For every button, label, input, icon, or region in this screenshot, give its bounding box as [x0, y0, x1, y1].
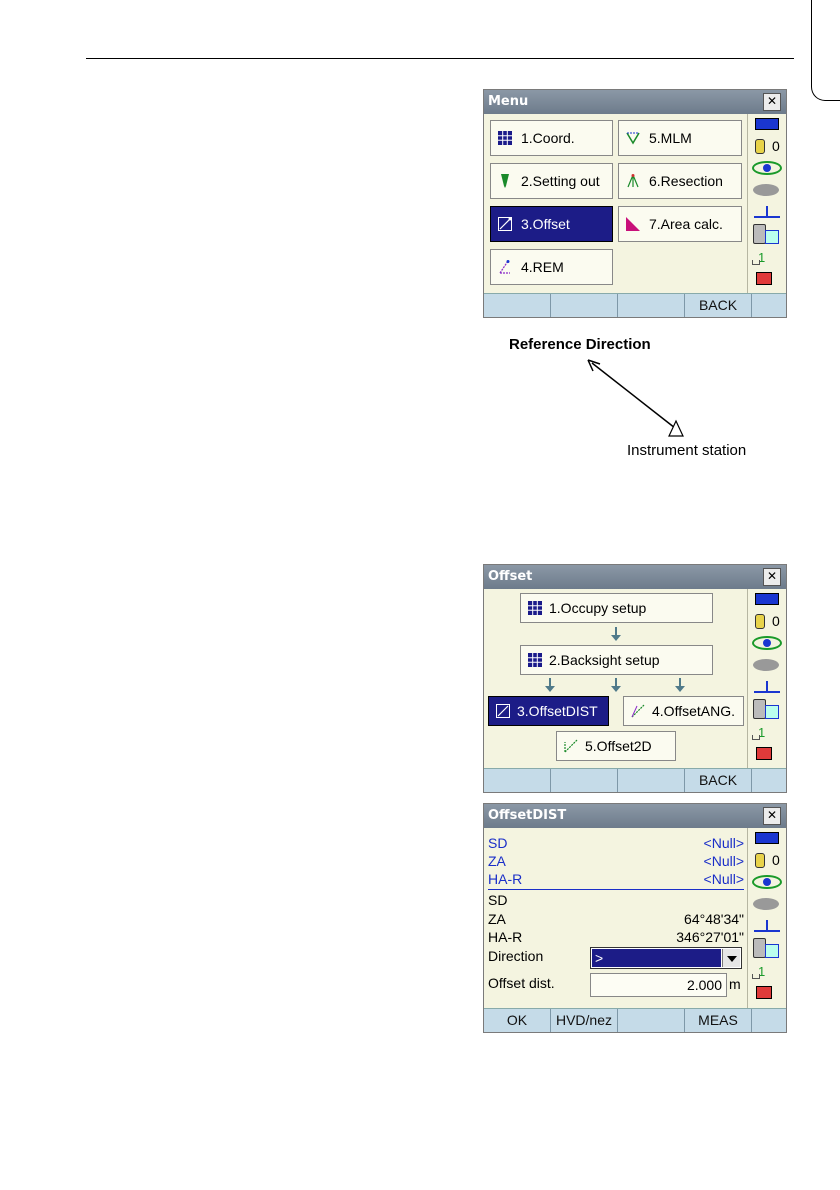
back-button[interactable]: BACK — [685, 769, 752, 792]
station-triangle — [669, 421, 683, 436]
bluetooth-number: 1 — [758, 725, 766, 740]
offsetdist-title: OffsetDIST — [488, 808, 567, 823]
mlm-icon — [626, 131, 640, 145]
menu-softkeys — [484, 293, 786, 317]
direction-diagram — [580, 355, 690, 440]
offset2d-button[interactable]: 5.Offset2D — [556, 731, 676, 761]
grid-icon — [498, 131, 512, 145]
offset-screen — [483, 564, 787, 793]
offset-content — [484, 589, 748, 771]
area-icon — [626, 217, 640, 231]
memory-icon — [756, 986, 772, 999]
memory-icon — [756, 272, 772, 285]
data-row: ZA <Null> — [488, 853, 744, 869]
close-icon[interactable]: ✕ — [763, 568, 781, 586]
offset-dist-label: Offset dist. — [488, 975, 555, 991]
menu-item-rem[interactable]: 4.REM — [490, 249, 613, 285]
status-bar — [747, 828, 786, 1011]
stake-icon — [498, 174, 512, 188]
direction-label: Direction — [488, 948, 544, 964]
softkey-3[interactable] — [618, 769, 685, 792]
target-icon — [752, 875, 782, 889]
direction-arrow — [592, 363, 675, 428]
data-row: SD — [488, 892, 508, 908]
offset-dist-field[interactable] — [590, 973, 727, 997]
battery-icon — [755, 593, 779, 605]
data-row: ZA 64°48'34" — [488, 911, 744, 927]
prism-icon — [755, 614, 765, 629]
offsetdist-screen — [483, 803, 787, 1033]
menu-screen — [483, 89, 787, 318]
offset-titlebar — [484, 565, 786, 589]
battery-icon — [755, 832, 779, 844]
data-row: SD <Null> — [488, 835, 744, 851]
offset2d-icon — [564, 739, 578, 753]
resection-icon — [626, 174, 640, 188]
controller-icon — [753, 699, 779, 719]
close-icon[interactable]: ✕ — [763, 807, 781, 825]
tilt-icon — [754, 677, 780, 693]
hvd-nez-button[interactable]: HVD/nez — [551, 1009, 618, 1032]
bluetooth-number: 1 — [758, 250, 766, 265]
prism-icon — [755, 853, 765, 868]
rem-icon — [498, 260, 512, 274]
softkey-3[interactable] — [618, 1009, 685, 1032]
offset-icon — [498, 217, 512, 231]
backsight-setup-button[interactable]: 2.Backsight setup — [520, 645, 713, 675]
offsetang-button[interactable]: 4.OffsetANG. — [623, 696, 744, 726]
offset-angle-icon — [631, 704, 645, 718]
prism-constant: 0 — [772, 138, 780, 154]
battery-icon — [755, 118, 779, 130]
direction-value: > — [592, 949, 721, 967]
menu-title: Menu — [488, 94, 529, 109]
meas-button[interactable]: MEAS — [685, 1009, 752, 1032]
reference-direction-label: Reference Direction — [509, 336, 651, 353]
data-row: HA-R <Null> — [488, 870, 744, 890]
menu-item-resection[interactable]: 6.Resection — [618, 163, 742, 199]
offsetdist-button[interactable]: 3.OffsetDIST — [488, 696, 609, 726]
instrument-station-label: Instrument station — [627, 442, 747, 459]
offsetdist-titlebar — [484, 804, 786, 828]
back-button[interactable]: BACK — [685, 294, 752, 317]
laser-icon — [753, 184, 779, 196]
grid-icon — [528, 653, 542, 667]
prism-constant: 0 — [772, 852, 780, 868]
controller-icon — [753, 938, 779, 958]
softkey-1[interactable] — [484, 294, 551, 317]
page-side-tab — [811, 0, 840, 101]
tilt-icon — [754, 916, 780, 932]
grid-icon — [528, 601, 542, 615]
offset-dist-value: 2.000 — [686, 977, 722, 993]
offset-icon — [496, 704, 510, 718]
ok-button[interactable]: OK — [484, 1009, 551, 1032]
status-bar — [747, 589, 786, 771]
memory-icon — [756, 747, 772, 760]
target-icon — [752, 636, 782, 650]
prism-icon — [755, 139, 765, 154]
chevron-down-icon[interactable] — [722, 949, 740, 967]
menu-item-offset[interactable]: 3.Offset — [490, 206, 613, 242]
target-icon — [752, 161, 782, 175]
softkey-5[interactable] — [752, 1009, 786, 1032]
offset-title: Offset — [488, 569, 533, 584]
softkey-2[interactable] — [551, 769, 618, 792]
offsetdist-content — [484, 828, 748, 1011]
menu-item-setting-out[interactable]: 2.Setting out — [490, 163, 613, 199]
status-bar — [747, 114, 786, 296]
occupy-setup-button[interactable]: 1.Occupy setup — [520, 593, 713, 623]
softkey-2[interactable] — [551, 294, 618, 317]
offsetdist-softkeys — [484, 1008, 786, 1032]
menu-titlebar — [484, 90, 786, 114]
direction-select[interactable] — [590, 947, 742, 969]
offset-unit: m — [729, 976, 741, 992]
laser-icon — [753, 659, 779, 671]
offset-softkeys — [484, 768, 786, 792]
menu-item-mlm[interactable]: 5.MLM — [618, 120, 742, 156]
menu-item-coord[interactable]: 1.Coord. — [490, 120, 613, 156]
softkey-5[interactable] — [752, 294, 786, 317]
softkey-3[interactable] — [618, 294, 685, 317]
menu-content — [484, 114, 748, 296]
data-row: HA-R 346°27'01" — [488, 929, 744, 945]
close-icon[interactable]: ✕ — [763, 93, 781, 111]
bluetooth-number: 1 — [758, 964, 766, 979]
controller-icon — [753, 224, 779, 244]
tilt-icon — [754, 202, 780, 218]
prism-constant: 0 — [772, 613, 780, 629]
laser-icon — [753, 898, 779, 910]
header-rule — [86, 58, 794, 59]
softkey-1[interactable] — [484, 769, 551, 792]
softkey-5[interactable] — [752, 769, 786, 792]
menu-item-area-calc[interactable]: 7.Area calc. — [618, 206, 742, 242]
